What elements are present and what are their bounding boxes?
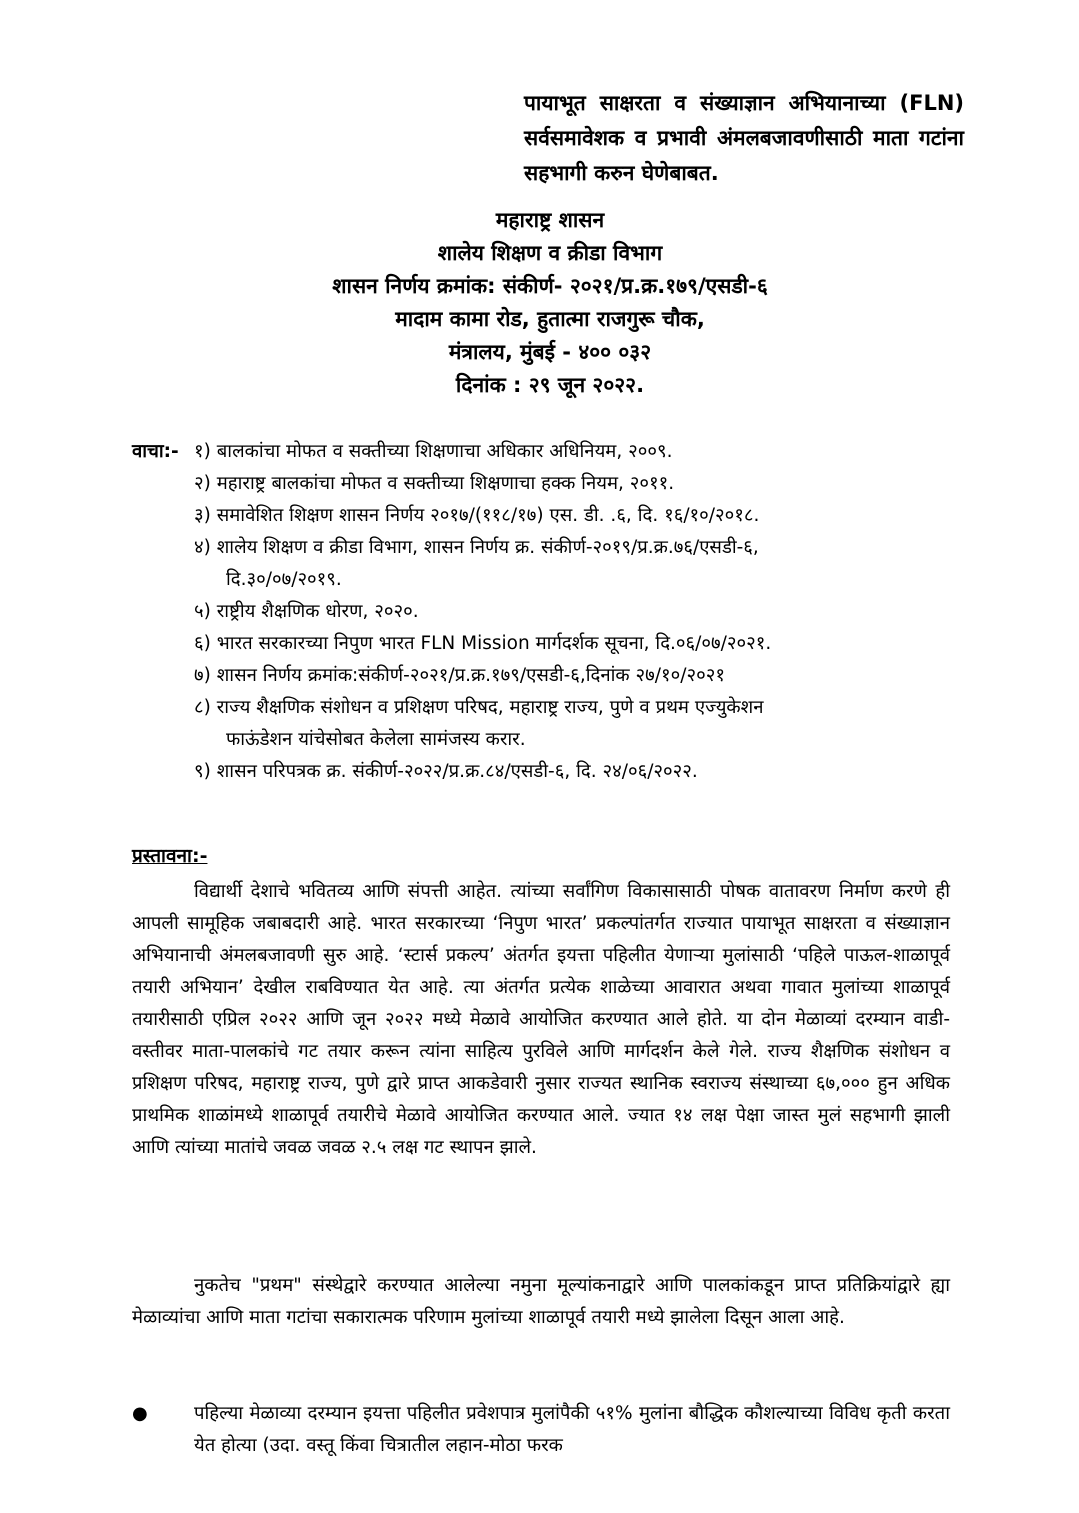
bullet-item	[132, 1398, 950, 1462]
resolution-number: शासन निर्णय क्रमांक: संकीर्ण- २०२१/प्र.क्र.१७९/एसडी-६	[332, 274, 768, 298]
reference-item: ९) शासन परिपत्रक क्र. संकीर्ण-२०२२/प्र.क्र.८४/एसडी-६, दि. २४/०६/२०२२.	[194, 761, 698, 782]
reference-item: ५) राष्ट्रीय शैक्षणिक धोरण, २०२०.	[194, 601, 419, 622]
reference-item: ६) भारत सरकारच्या निपुण भारत FLN Mission मार्गदर्शक सूचना, दि.०६/०७/२०२१.	[194, 633, 772, 654]
reference-item: २) महाराष्ट्र बालकांचा मोफत व सक्तीच्या शिक्षणाचा हक्क नियम, २०११.	[194, 473, 675, 494]
preamble-paragraph: नुकतेच "प्रथम" संस्थेद्वारे करण्यात आलेल्या नमुना मूल्यांकनाद्वारे आणि पालकांकडून प्राप्त प्रतिक्रियांद्वारे ह्या मेळाव्यांचा आणि माता गटांचा सकारात्मक परिणाम मुलांच्या शाळापूर्व तयारी मध्ये झालेला दिसून आला आहे.	[132, 1275, 950, 1328]
reference-item: ३) समावेशित शिक्षण शासन निर्णय २०१७/(११८/१७) एस. डी. .६, दि. १६/१०/२०१८.	[194, 505, 760, 526]
bullet-icon: ●	[132, 1403, 148, 1424]
preamble-paragraph: विद्यार्थी देशाचे भवितव्य आणि संपत्ती आहेत. त्यांच्या सर्वांगिण विकासासाठी पोषक वातावरण निर्माण करणे ही आपली सामूहिक जबाबदारी आहे. भारत सरकारच्या ‘निपुण भारत’ प्रकल्पांतर्गत राज्यात पायाभूत साक्षरता व संख्याज्ञान अभियानाची अंमलबजावणी सुरु आहे. ‘स्टार्स प्रकल्प’ अंतर्गत इयत्ता पहिलीत येणाऱ्या मुलांसाठी ‘पहिले पाऊल-शाळापूर्व तयारी अभियान’ देखील राबविण्यात येत आहे. त्या अंतर्गत प्रत्येक शाळेच्या आवारात अथवा गावात मुलांच्या शाळापूर्व तयारीसाठी एप्रिल २०२२ आणि जून २०२२ मध्ये मेळावे आयोजित करण्यात आले होते. या दोन मेळाव्यां दरम्यान वाडी-वस्तीवर माता-पालकांचे गट तयार करून त्यांना साहित्य पुरविले आणि मार्गदर्शन केले गेले. राज्य शैक्षणिक संशोधन व प्रशिक्षण परिषद, महाराष्ट्र राज्य, पुणे द्वारे प्राप्त आकडेवारी नुसार राज्यत स्थानिक स्वराज्य संस्थाच्या ६७,००० हुन अधिक प्राथमिक शाळांमध्ये शाळापूर्व तयारीचे मेळावे आयोजित करण्यात आले. ज्यात १४ लक्ष पेक्षा जास्त मुलं सहभागी झाली आणि त्यांच्या मातांचे जवळ जवळ २.५ लक्ष गट स्थापन झाले.	[132, 881, 950, 1158]
office-address-line2: मंत्रालय, मुंबई - ४०० ०३२	[448, 340, 652, 364]
office-address-line1: मादाम कामा रोड, हुतात्मा राजगुरू चौक,	[395, 307, 705, 331]
reference-item: ८) राज्य शैक्षणिक संशोधन व प्रशिक्षण परिषद, महाराष्ट्र राज्य, पुणे व प्रथम एज्युकेशन	[194, 697, 764, 718]
bullet-text: पहिल्या मेळाव्या दरम्यान इयत्ता पहिलीत प्रवेशपात्र मुलांपैकी ५१% मुलांना बौद्धिक कौशल्याच्या विविध कृती करता येत होत्या (उदा. वस्तू किंवा चित्रातील लहान-मोठा फरक	[194, 1403, 950, 1456]
reference-item-continuation: फाऊंडेशन यांचेसोबत केलेला सामंजस्य करार.	[226, 729, 526, 750]
document-subject: पायाभूत साक्षरता व संख्याज्ञान अभियानाच्या (FLN) सर्वसमावेशक व प्रभावी अंमलबजावणीसाठी माता गटांना सहभागी करुन घेणेबाबत.	[524, 91, 964, 185]
government-name: महाराष्ट्र शासन	[495, 208, 605, 232]
document-date: दिनांक : २९ जून २०२२.	[455, 373, 645, 397]
reference-item-continuation: दि.३०/०७/२०१९.	[226, 569, 342, 590]
preamble-heading: प्रस्तावना:-	[132, 845, 208, 867]
reference-item: ४) शालेय शिक्षण व क्रीडा विभाग, शासन निर्णय क्र. संकीर्ण-२०१९/प्र.क्र.७६/एसडी-६,	[194, 537, 759, 558]
references-list	[132, 436, 952, 788]
reference-item: वाचा:- १) बालकांचा मोफत व सक्तीच्या शिक्षणाचा अधिकार अधिनियम, २००९.	[132, 436, 952, 468]
department-name: शालेय शिक्षण व क्रीडा विभाग	[437, 241, 663, 265]
references-label: वाचा:-	[132, 441, 179, 462]
issuing-office-block	[230, 204, 870, 402]
reference-item: ७) शासन निर्णय क्रमांक:संकीर्ण-२०२१/प्र.क्र.१७९/एसडी-६,दिनांक २७/१०/२०२१	[194, 665, 725, 686]
